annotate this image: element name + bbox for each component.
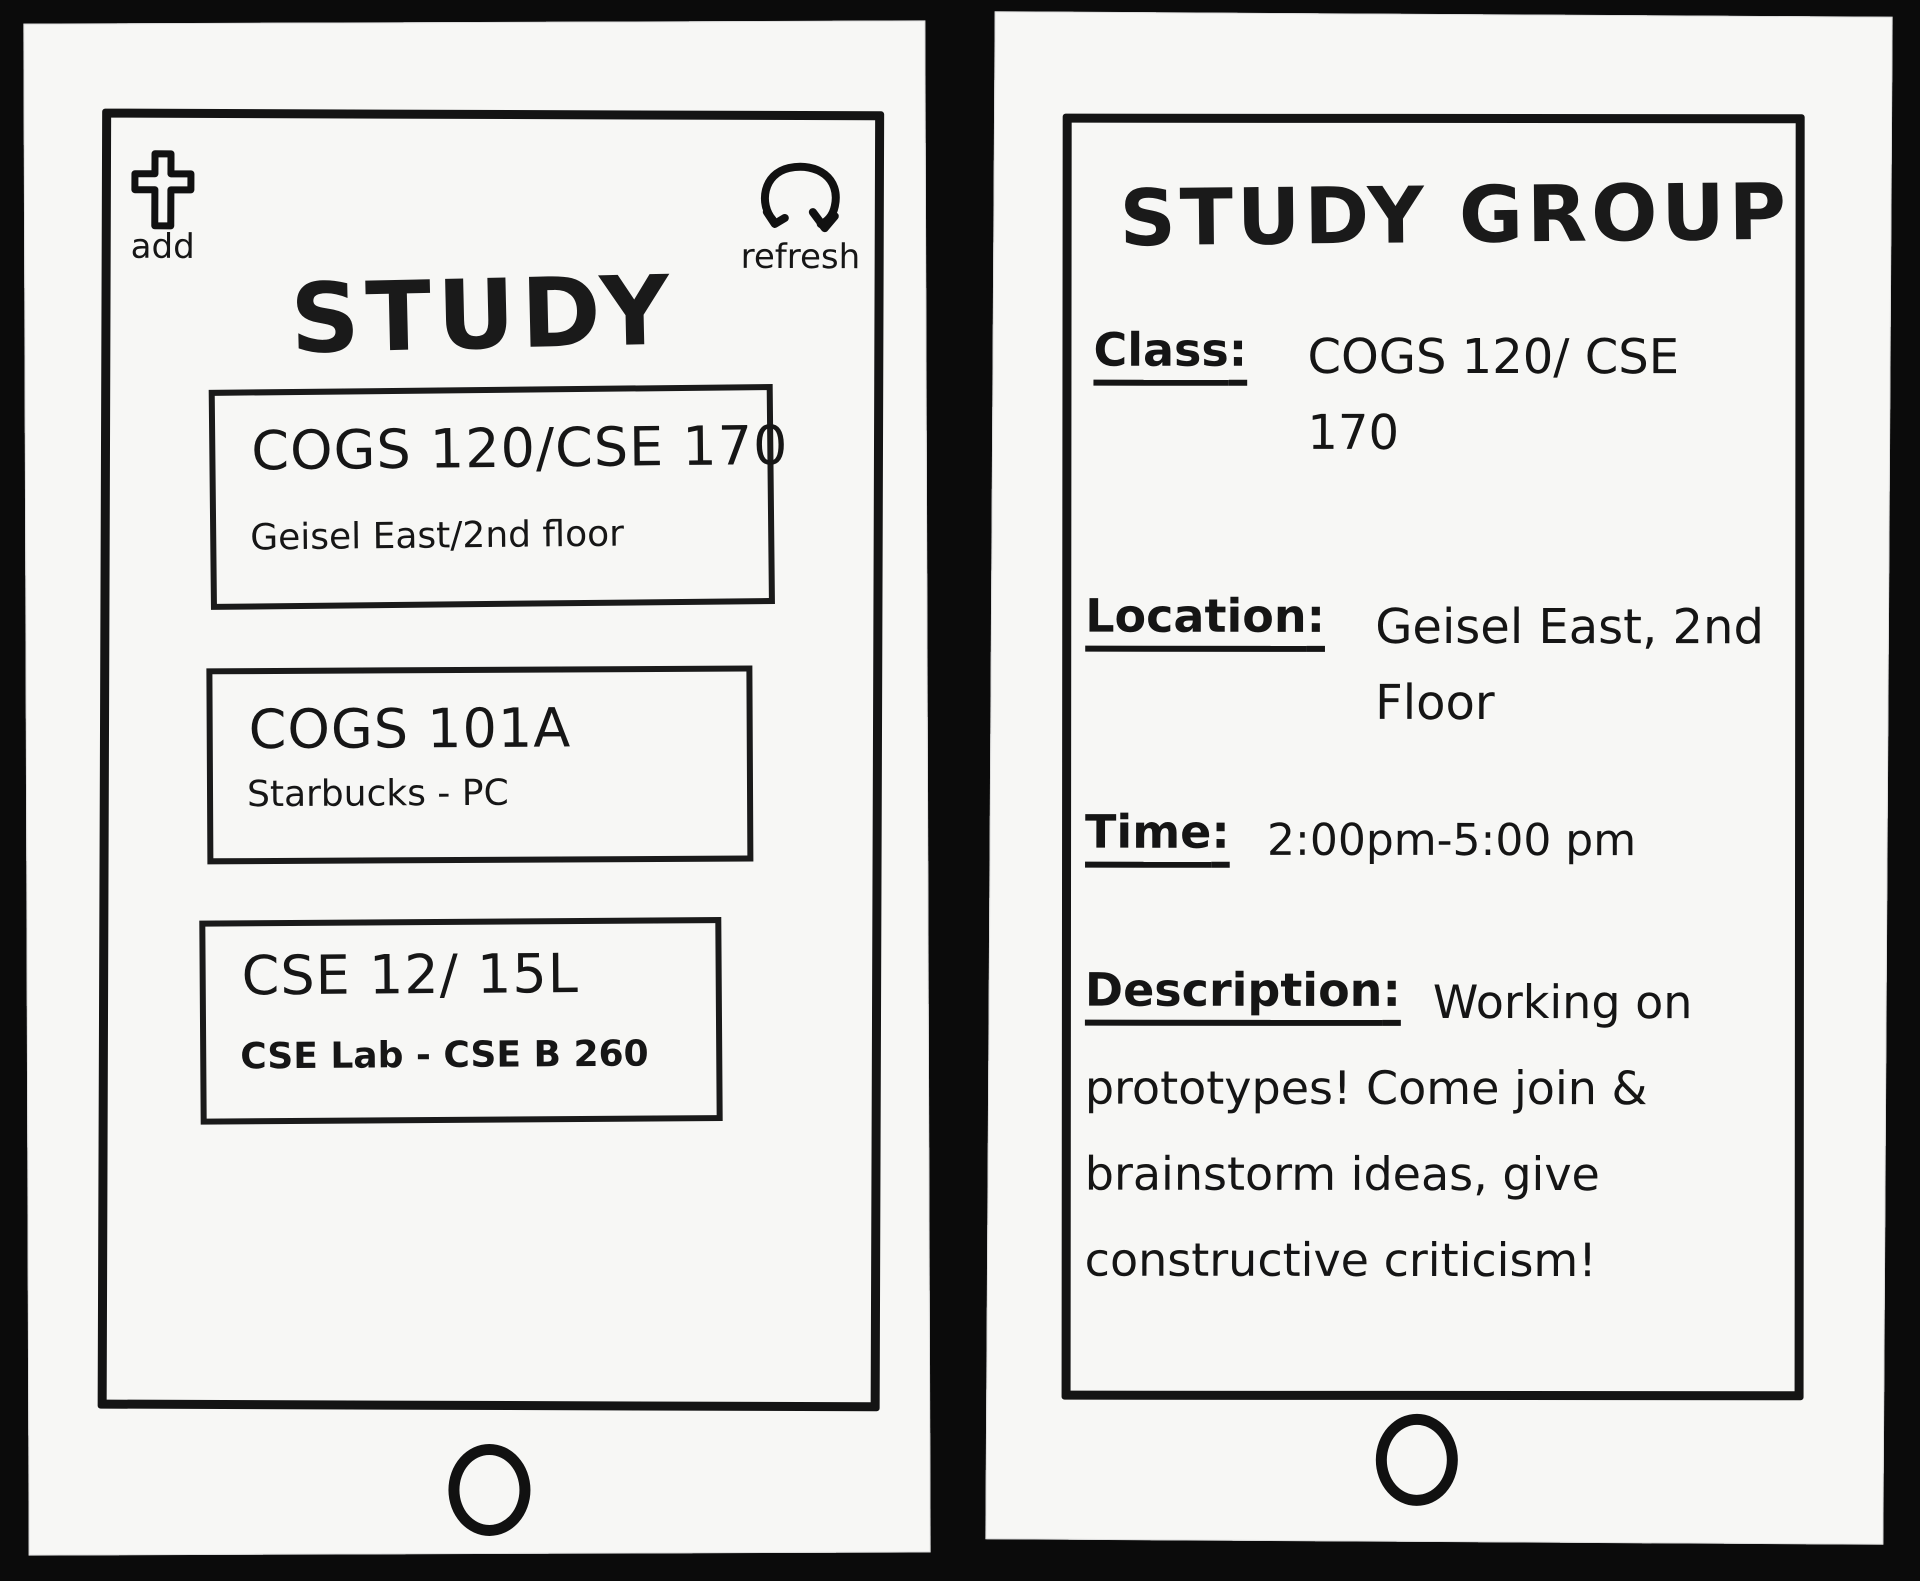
card-location: Starbucks - PC	[246, 772, 509, 816]
card-location: CSE Lab - CSE B 260	[240, 1033, 649, 1078]
phone-sketch-list	[23, 20, 930, 1555]
list-screen	[98, 109, 885, 1412]
class-label-text: Class	[1093, 322, 1229, 377]
description-label: Description:	[1084, 962, 1401, 1017]
description-label-text: Description	[1084, 962, 1383, 1017]
page-title: STUDY GROUP	[1119, 167, 1791, 265]
location-value: Geisel East, 2nd Floor	[1375, 598, 1764, 732]
home-button[interactable]	[1376, 1414, 1459, 1506]
time-label-text: Time	[1085, 804, 1212, 859]
add-button[interactable]	[130, 150, 195, 267]
location-label-text: Location	[1085, 588, 1307, 643]
refresh-button[interactable]	[740, 160, 861, 278]
time-label: Time:	[1085, 804, 1230, 859]
plus-icon	[131, 150, 195, 230]
card-class: CSE 12/ 15L	[241, 942, 580, 1008]
phone-sketch-detail	[985, 11, 1892, 1544]
study-group-card[interactable]	[209, 384, 789, 610]
card-location: Geisel East/2nd floor	[250, 513, 625, 559]
card-class: COGS 120/CSE 170	[250, 413, 789, 483]
time-value: 2:00pm-5:00 pm	[1267, 814, 1637, 867]
location-label: Location:	[1085, 588, 1326, 643]
card-class: COGS 101A	[248, 696, 572, 762]
class-value: COGS 120/ CSE 170	[1307, 328, 1680, 461]
home-button[interactable]	[448, 1444, 530, 1536]
study-group-card[interactable]	[206, 665, 753, 864]
detail-screen	[1062, 114, 1805, 1401]
class-label: Class:	[1093, 322, 1248, 377]
study-group-card[interactable]	[199, 917, 722, 1125]
page-title: STUDY	[289, 254, 677, 376]
description-text: Working on prototypes! Come join & brainstorm ideas, give constructive criticism!	[1084, 974, 1693, 1288]
refresh-icon	[754, 160, 846, 240]
add-label: add	[130, 226, 195, 267]
refresh-label: refresh	[740, 236, 861, 278]
